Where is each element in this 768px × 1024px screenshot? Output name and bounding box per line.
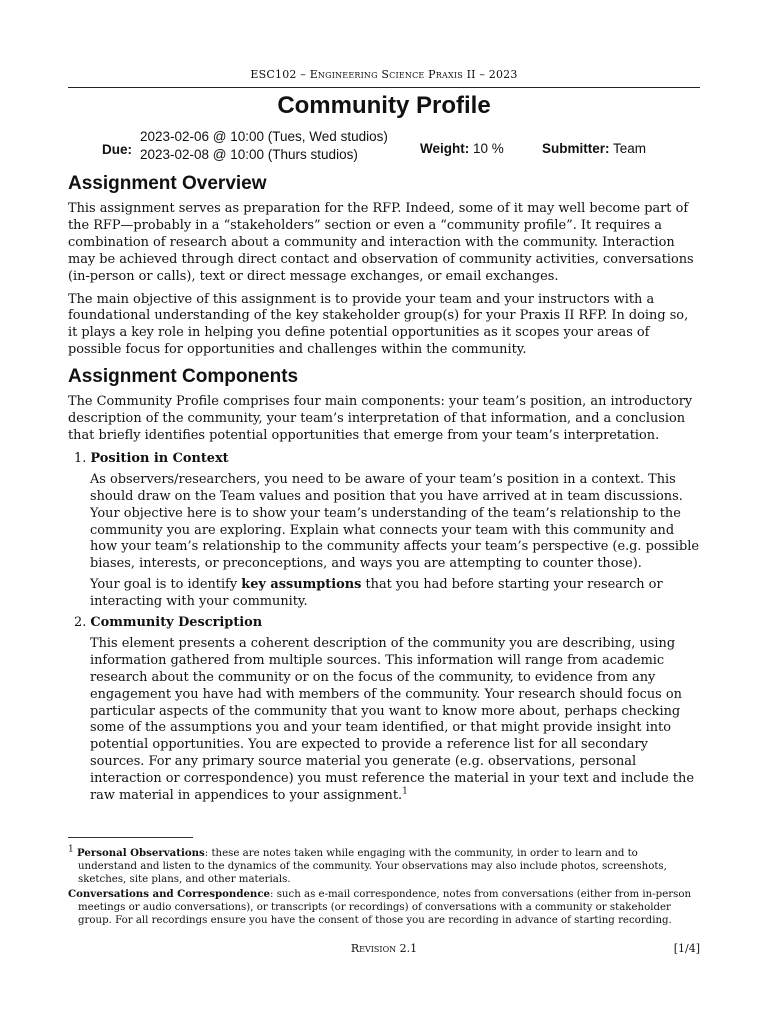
footnote-2	[68, 888, 700, 927]
components-intro: The Community Profile comprises four main components: your team’s position, an introductory description of the community, your team’s interpretation of that information, and a conclusion that briefly identifies potential opportunities that emerge from your team’s interpretation.	[68, 394, 693, 443]
footnote-rule	[68, 837, 193, 838]
components-heading: Assignment Components	[68, 366, 299, 388]
weight	[420, 141, 504, 156]
submitter	[542, 141, 646, 156]
footnote-1-term: Personal Observations	[76, 847, 205, 859]
page-title: Community Profile	[277, 92, 491, 119]
item-1-body	[90, 472, 700, 611]
footnote-reference: 1	[402, 786, 408, 797]
item-2-p1-text: This element presents a coherent description of the community you are describing, using information gathered from multiple sources. This information will range from academic research about the community or on the focus of the community, to evidence from any engagement you have had with members of the community. Your research should focus on particular aspects of the community that you want to know more about, perhaps checking some of the assumptions you and your team identified, or that might provide insight into potential opportunities. You are expected to provide a reference list for all secondary sources. For any primary source material you generate (e.g. observations, personal interaction or correspondence) you must reference the material in your text and include the raw material in appendices to your assignment.	[90, 635, 694, 804]
item-1-heading	[74, 451, 700, 468]
due-date-2: 2023-02-08 @ 10:00 (Thurs studios)	[140, 147, 358, 162]
revision-label: Revision 2.1	[350, 942, 418, 955]
item-2-body	[90, 636, 700, 805]
overview-heading: Assignment Overview	[68, 173, 267, 194]
footnotes	[68, 844, 700, 930]
overview-paragraph-2: The main objective of this assignment is to provide your team and your instructors with a foundational understanding of the key stakeholder group(s) for your Praxis II RFP. In doing so, it plays a key role in helping you define potential opportunities as it scopes your areas of possible focus for opportunities and challenges within the community.	[68, 291, 689, 358]
submitter-value: Team	[613, 141, 647, 156]
running-head: ESC102 – Engineering Science Praxis II – 2023	[250, 68, 518, 81]
footnote-1	[68, 844, 700, 886]
due-date-1: 2023-02-06 @ 10:00 (Tues, Wed studios)	[140, 129, 388, 144]
item-1-paragraph-1: As observers/researchers, you need to be aware of your team’s position in a context. This should draw on the Team values and position that you have arrived at in team discussions. Your objective here is to show your team’s understanding of the team’s relationship to the community you are exploring. Explain what connects your team with this community and how your team’s relationship to the community affects your team’s perspective (e.g. possible biases, interests, or preconceptions, and ways you are attempting to counter those).	[90, 471, 700, 572]
header-rule	[68, 87, 700, 88]
item-2-title: Community Description	[90, 615, 263, 631]
item-1-p2-before: Your goal is to identify	[90, 577, 242, 593]
footnote-1-mark: 1	[68, 844, 74, 855]
assignment-meta	[68, 128, 700, 164]
weight-value: 10 %	[473, 141, 504, 156]
item-1-title: Position in Context	[90, 450, 229, 466]
due-label: Due:	[102, 142, 132, 157]
due-dates	[140, 128, 388, 164]
item-2-number: 2.	[74, 615, 87, 631]
footnote-2-text: : such as e-mail correspondence, notes from conversations (either from in-person meetings or audio conversations), or transcripts (or recordings) of conversations with a community or stakeholder group. For all recordings ensure you have the consent of those you are recording in advance of starting recording.	[78, 889, 692, 927]
weight-label: Weight:	[420, 141, 470, 156]
main-content	[68, 172, 700, 809]
item-1-p2-after: that you had before starting your research or interacting with your community.	[90, 577, 663, 610]
overview-paragraph-1: This assignment serves as preparation for the RFP. Indeed, some of it may well become part of the RFP—probably in a “stakeholders” section or even a “community profile”. It requires a combination of research about a community and interaction with the community. Interaction may be achieved through direct contact and observation of community activities, conversations (in-person or calls), text or direct message exchanges, or email exchanges.	[68, 201, 694, 284]
item-1-paragraph-2	[90, 577, 700, 611]
page-number: [1/4]	[673, 942, 700, 955]
submitter-label: Submitter:	[542, 141, 610, 156]
item-1-number: 1.	[74, 450, 87, 466]
footnote-2-term: Conversations and Correspondence	[68, 888, 271, 901]
item-2-heading	[74, 615, 700, 632]
item-2-paragraph-1	[90, 636, 700, 805]
footnote-1-text: : these are notes taken while engaging with the community, in order to learn and to understand and listen to the dynamics of the community. Your observations may also include photos, screenshots, sketches, site plans, and other materials.	[78, 848, 667, 886]
item-1-p2-bold: key assumptions	[241, 577, 362, 593]
